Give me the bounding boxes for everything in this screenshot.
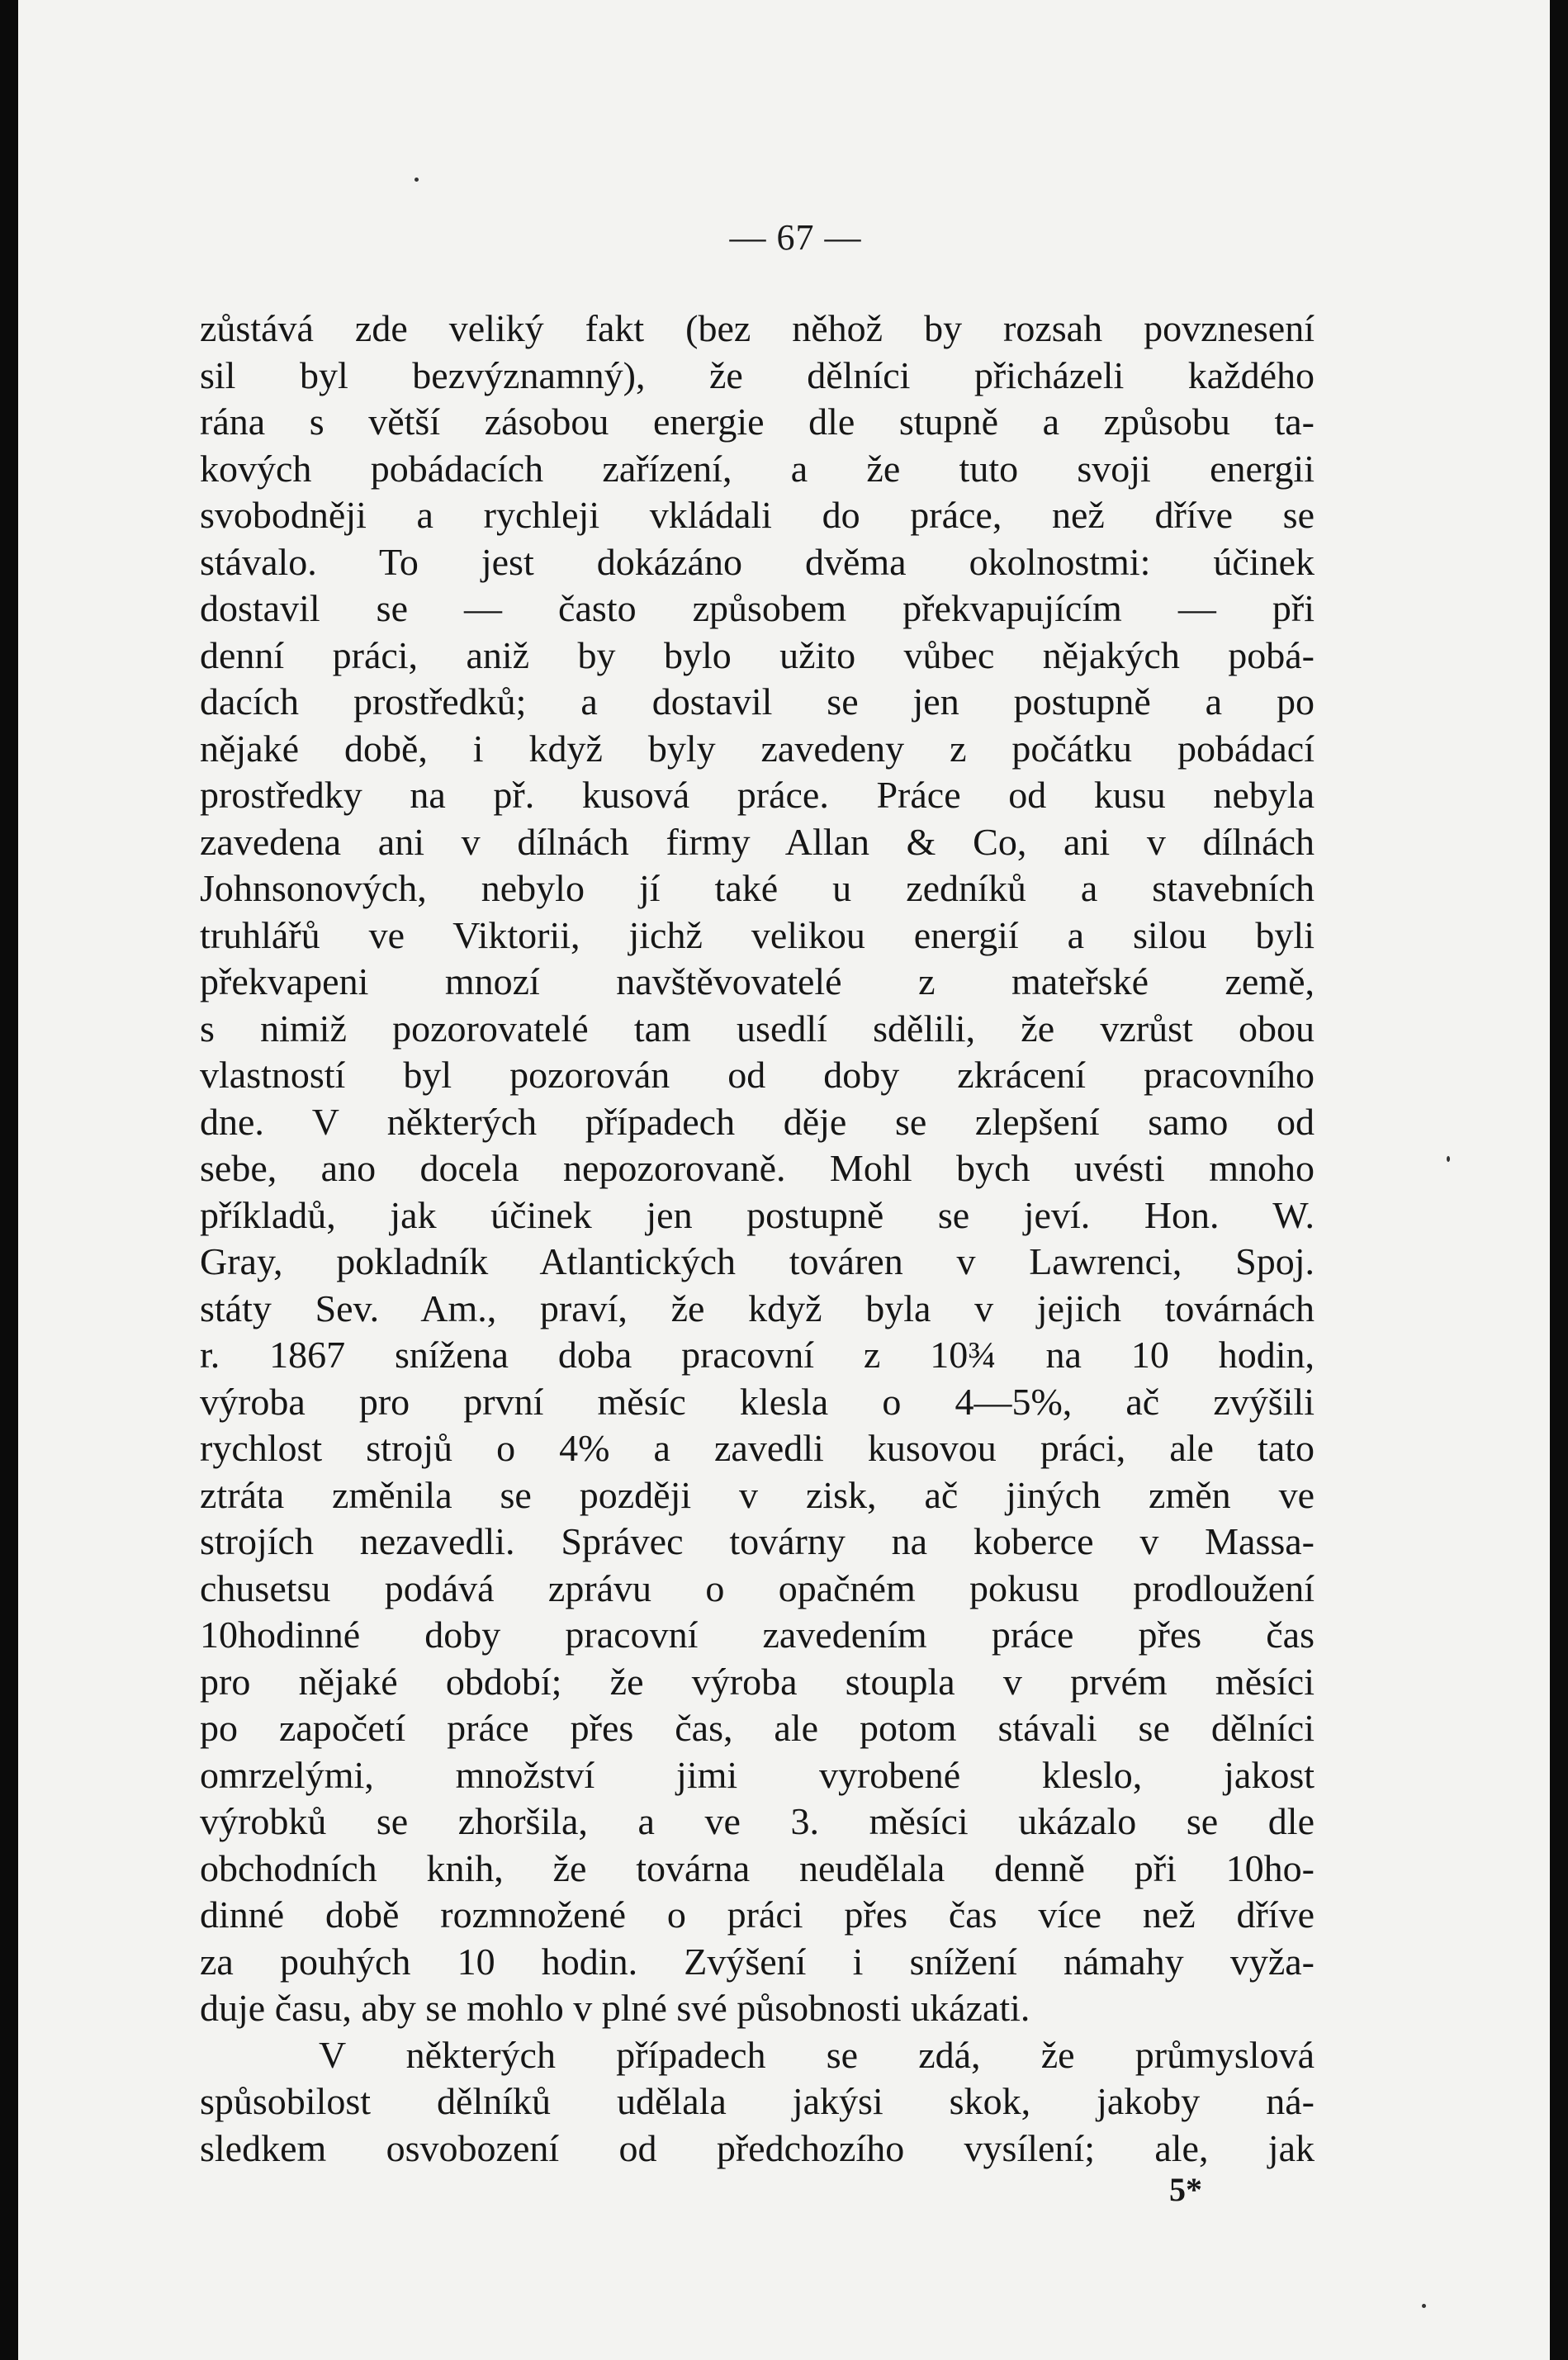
- text-line: výroba pro první měsíc klesla o 4—5%, ač zvýšili: [200, 1380, 1315, 1423]
- text-line: chusetsu podává zprávu o opačném pokusu prodloužení: [200, 1566, 1315, 1609]
- text-line: pro nějaké období; že výroba stoupla v prvém měsíci: [200, 1660, 1315, 1703]
- text-line: obchodních knih, že továrna neudělala denně při 10ho-: [200, 1846, 1315, 1889]
- text-line: za pouhých 10 hodin. Zvýšení i snížení námahy vyža-: [200, 1940, 1315, 1983]
- text-line: stávalo. To jest dokázáno dvěma okolnostmi: účinek: [200, 540, 1315, 583]
- page-number: — 67 —: [729, 217, 862, 258]
- text-line: zavedena ani v dílnách firmy Allan & Co, ani v dílnách: [200, 820, 1315, 863]
- text-line: Johnsonových, nebylo jí také u zedníků a stavebních: [200, 867, 1315, 909]
- signature-mark: 5*: [1169, 2171, 1202, 2208]
- text-line: truhlářů ve Viktorii, jichž velikou energií a silou byli: [200, 913, 1315, 956]
- text-line: po započetí práce přes čas, ale potom stávali se dělníci: [200, 1707, 1315, 1749]
- text-line: příkladů, jak účinek jen postupně se jeví. Hon. W.: [200, 1193, 1315, 1236]
- text-line: vlastností byl pozorován od doby zkrácení pracovního: [200, 1054, 1315, 1096]
- text-line: 10hodinné doby pracovní zavedením práce přes čas: [200, 1614, 1315, 1656]
- text-line: svobodněji a rychleji vkládali do práce, než dříve se: [200, 494, 1315, 536]
- text-line: r. 1867 snížena doba pracovní z 10¾ na 10 hodin,: [200, 1334, 1315, 1376]
- text-line: V některých případech se zdá, že průmyslová: [319, 2033, 1315, 2076]
- text-line: rychlost strojů o 4% a zavedli kusovou práci, ale tato: [200, 1427, 1315, 1469]
- book-page: [18, 0, 1550, 2360]
- print-speck: [415, 178, 419, 182]
- text-line: ztráta změnila se později v zisk, ač jiných změn ve: [200, 1473, 1315, 1516]
- text-line: dacích prostředků; a dostavil se jen postupně a po: [200, 680, 1315, 723]
- text-line: sil byl bezvýznamný), že dělníci přicházeli každého: [200, 353, 1315, 396]
- text-line: státy Sev. Am., praví, že když byla v jejich továrnách: [200, 1287, 1315, 1329]
- text-line: rána s větší zásobou energie dle stupně a způsobu ta-: [200, 400, 1315, 443]
- text-line: denní práci, aniž by bylo užito vůbec nějakých pobá-: [200, 633, 1315, 676]
- print-speck: [1422, 2304, 1426, 2308]
- text-line: s nimiž pozorovatelé tam usedlí sdělili, že vzrůst obou: [200, 1007, 1315, 1050]
- text-line: prostředky na př. kusová práce. Práce od kusu nebyla: [200, 774, 1315, 816]
- text-line: kových pobádacích zařízení, a že tuto svoji energii: [200, 447, 1315, 490]
- text-line: dinné době rozmnožené o práci přes čas více než dříve: [200, 1893, 1315, 1936]
- text-line: zůstává zde veliký fakt (bez něhož by rozsah povznesení: [200, 307, 1315, 349]
- text-line: Gray, pokladník Atlantických továren v Lawrenci, Spoj.: [200, 1240, 1315, 1282]
- text-line: výrobků se zhoršila, a ve 3. měsíci ukázalo se dle: [200, 1800, 1315, 1842]
- text-line: dostavil se — často způsobem překvapujícím — při: [200, 587, 1315, 629]
- text-line: spůsobilost dělníků udělala jakýsi skok, jakoby ná-: [200, 2080, 1315, 2122]
- body-text: [200, 306, 1315, 2172]
- text-line: omrzelými, množství jimi vyrobené kleslo, jakost: [200, 1753, 1315, 1796]
- text-line: nějaké době, i když byly zavedeny z počátku pobádací: [200, 727, 1315, 770]
- text-line: sledkem osvobození od předchozího vysílení; ale, jak: [200, 2126, 1315, 2169]
- print-speck: [1447, 1156, 1450, 1162]
- text-line: strojích nezavedli. Správec továrny na koberce v Massa-: [200, 1520, 1315, 1562]
- text-line: dne. V některých případech děje se zlepšení samo od: [200, 1100, 1315, 1143]
- text-line: duje času, aby se mohlo v plné své působnosti ukázati.: [200, 1987, 1030, 2029]
- text-line: překvapeni mnozí navštěvovatelé z mateřské země,: [200, 960, 1315, 1002]
- text-line: sebe, ano docela nepozorovaně. Mohl bych uvésti mnoho: [200, 1147, 1315, 1189]
